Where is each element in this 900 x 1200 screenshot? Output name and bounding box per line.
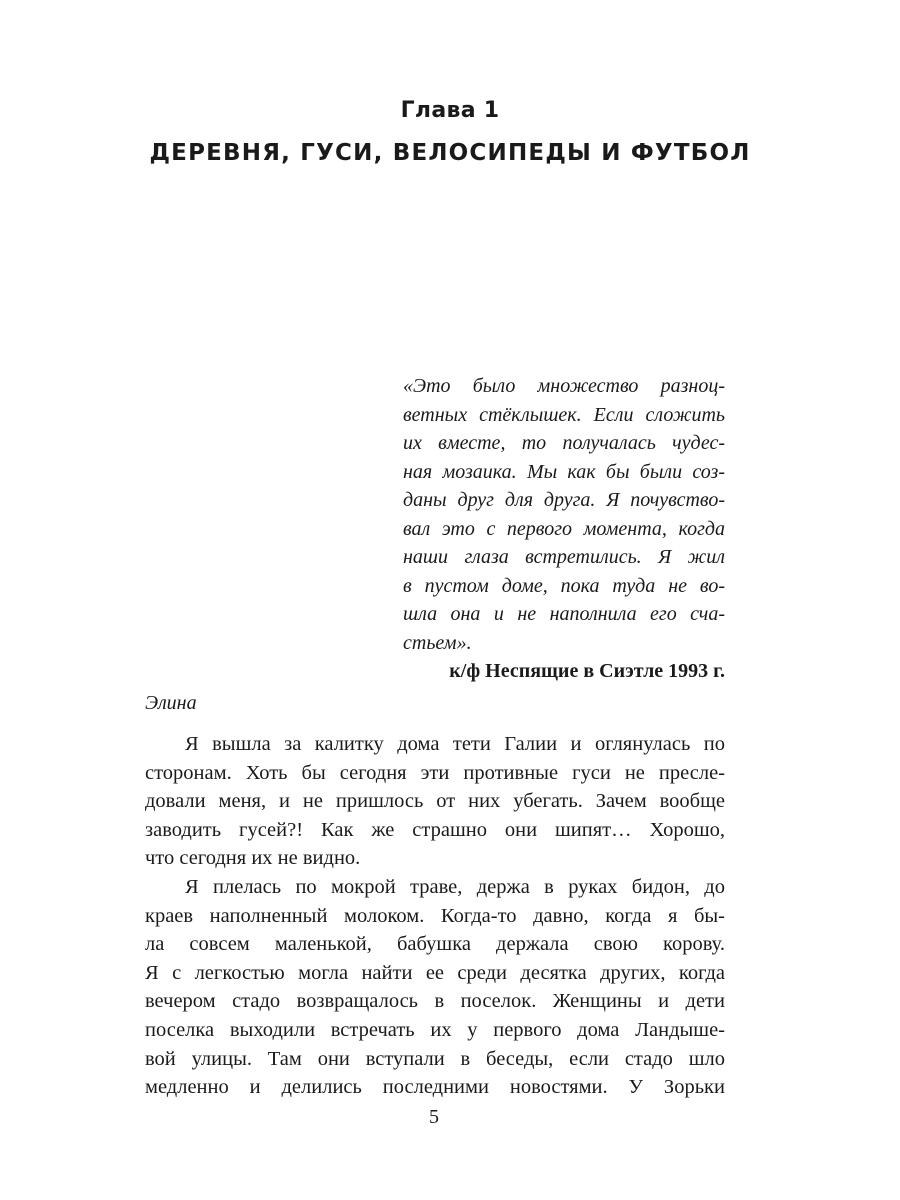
body-line: краев наполненный молоком. Когда-то давно, когда я бы- [145, 904, 725, 927]
body-text [145, 730, 725, 1102]
epigraph [403, 372, 725, 657]
chapter-number: Глава 1 [400, 98, 500, 123]
epigraph-line: стьем». [403, 631, 472, 654]
epigraph-line: «Это было множество разноц- [403, 375, 725, 397]
chapter-title: ДЕРЕВНЯ, ГУСИ, ВЕЛОСИПЕДЫ И ФУТБОЛ [149, 140, 751, 166]
narrator-name: Элина [145, 692, 197, 714]
body-line: довали меня, и не пришлось от них убегать. Зачем вообще [145, 790, 725, 813]
epigraph-line: вал это с первого момента, когда [403, 517, 725, 540]
epigraph-line: в пустом доме, пока туда не во- [403, 574, 725, 597]
epigraph-line: их вместе, то получалась чудес- [403, 432, 725, 454]
epigraph-source: к/ф Неспящие в Сиэтле 1993 г. [449, 660, 725, 682]
body-line: Я с легкостью могла найти ее среди десятка других, когда [145, 961, 725, 984]
epigraph-line: шла она и не наполнила его сча- [403, 603, 725, 625]
body-line: поселка выходили встречать их у первого дома Ландыше- [145, 1018, 725, 1041]
epigraph-line: даны друг для друга. Я почувство- [403, 489, 725, 511]
body-line: вой улицы. Там они вступали в беседы, если стадо шло [145, 1047, 725, 1070]
epigraph-line: наши глаза встретились. Я жил [403, 546, 725, 568]
epigraph-line: ная мозаика. Мы как бы были соз- [403, 460, 725, 483]
body-line: ла совсем маленькой, бабушка держала свою корову. [145, 933, 725, 956]
body-line: Я плелась по мокрой траве, держа в руках бидон, до [185, 875, 725, 898]
epigraph-line: ветных стёклышек. Если сложить [403, 403, 725, 426]
body-line: медленно и делились последними новостями. У Зорьки [145, 1076, 725, 1099]
body-line: вечером стадо возвращалось в поселок. Женщины и дети [145, 990, 725, 1013]
body-line: сторонам. Хоть бы сегодня эти противные гуси не пресле- [145, 761, 725, 784]
body-line: что сегодня их не видно. [145, 847, 361, 870]
body-line: Я вышла за калитку дома тети Галии и оглянулась по [185, 733, 725, 755]
body-line: заводить гусей?! Как же страшно они шипят… Хорошо, [145, 818, 725, 841]
page-number: 5 [429, 1106, 439, 1128]
